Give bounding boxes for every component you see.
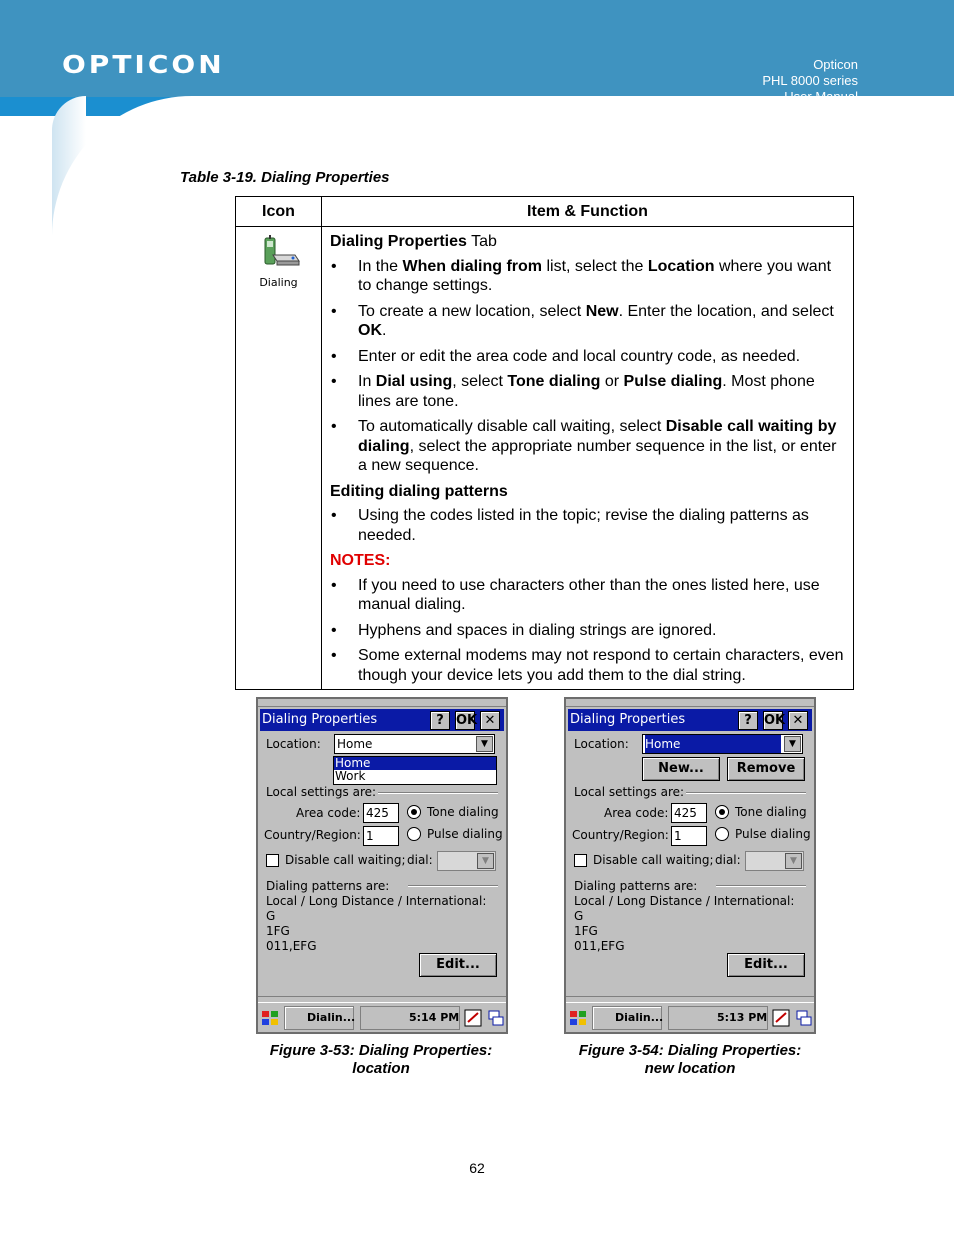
pattern-intl: 011,EFG: [574, 939, 625, 953]
header-doc-type: User Manual: [784, 89, 858, 104]
country-label: Country/Region:: [264, 828, 361, 842]
clock: 5:13 PM: [717, 1011, 768, 1024]
figure-caption-right: [540, 1042, 840, 1078]
remove-button[interactable]: Remove: [727, 757, 805, 781]
chevron-down-icon: ▼: [477, 853, 494, 869]
dialing-patterns: [266, 879, 486, 954]
pulse-dialing-label: Pulse dialing: [427, 827, 503, 841]
pattern-long: 1FG: [266, 924, 290, 938]
col-header-icon: Icon: [236, 197, 322, 227]
help-button[interactable]: ?: [430, 711, 450, 730]
chevron-down-icon[interactable]: ▼: [784, 736, 801, 752]
scrollbar[interactable]: [258, 996, 506, 1001]
edit-button[interactable]: Edit...: [419, 953, 497, 977]
window-title: Dialing Properties: [260, 709, 504, 731]
tone-dialing-radio[interactable]: [715, 805, 729, 819]
section-title-editing: Editing dialing patterns: [330, 482, 508, 500]
dial-sequence-select[interactable]: [745, 851, 804, 871]
system-tray: [668, 1006, 768, 1030]
notes-bullets: [330, 576, 845, 686]
phone-modem-icon: [255, 235, 303, 289]
section-title-tab: Dialing Properties Tab: [330, 233, 497, 250]
disable-call-waiting-label: Disable call waiting;: [285, 853, 406, 867]
list-item: • If you need to use characters other than the ones listed here, use manual dialing.: [330, 576, 845, 615]
country-input[interactable]: 1: [671, 826, 707, 846]
list-item: • In the When dialing from list, select the Location where you want to change settings.: [330, 257, 845, 296]
header-meta: [762, 57, 858, 105]
area-code-label: Area code:: [296, 806, 361, 820]
location-label: Location:: [574, 737, 629, 751]
area-code-label: Area code:: [604, 806, 669, 820]
pulse-dialing-radio[interactable]: [407, 827, 421, 841]
tone-dialing-label: Tone dialing: [735, 805, 807, 819]
window-switch-icon[interactable]: [488, 1009, 504, 1027]
clock: 5:14 PM: [409, 1011, 460, 1024]
local-settings-label: Local settings are:: [266, 785, 377, 799]
chevron-down-icon[interactable]: ▼: [476, 736, 493, 752]
location-dropdown-list: [333, 756, 497, 785]
screenshot-location: [256, 697, 508, 1034]
col-header-item: Item & Function: [322, 197, 854, 227]
list-item: • Enter or edit the area code and local country code, as needed.: [330, 347, 845, 367]
list-item: • To create a new location, select New. Enter the location, and select OK.: [330, 302, 845, 341]
help-button[interactable]: ?: [738, 711, 758, 730]
screenshot-new-location: [564, 697, 816, 1034]
ok-button[interactable]: OK: [456, 713, 478, 728]
pattern-local: G: [266, 909, 276, 923]
opticon-logo: OPTICON: [62, 49, 225, 80]
country-label: Country/Region:: [572, 828, 669, 842]
location-select[interactable]: [334, 734, 495, 754]
icon-label: Dialing: [259, 276, 298, 289]
patterns-header: Local / Long Distance / International:: [266, 894, 487, 908]
dial-label: dial:: [407, 853, 433, 867]
country-input[interactable]: 1: [363, 826, 399, 846]
patterns-label: Dialing patterns are:: [574, 879, 698, 893]
item-function-cell: [322, 227, 854, 690]
list-item: • Using the codes listed in the topic; revise the dialing patterns as needed.: [330, 506, 845, 545]
scrollbar[interactable]: [566, 996, 814, 1001]
list-item: • Hyphens and spaces in dialing strings are ignored.: [330, 621, 845, 641]
figure-caption-left: [231, 1042, 531, 1078]
dropdown-option-home[interactable]: Home: [334, 757, 496, 770]
location-value: Home: [645, 735, 781, 753]
new-button[interactable]: New...: [642, 757, 720, 781]
pulse-dialing-radio[interactable]: [715, 827, 729, 841]
tone-dialing-label: Tone dialing: [427, 805, 499, 819]
windows-start-icon[interactable]: [569, 1010, 587, 1026]
local-settings-label: Local settings are:: [574, 785, 685, 799]
figure-caption-right-line2: new location: [644, 1060, 736, 1077]
pattern-long: 1FG: [574, 924, 598, 938]
window-title: Dialing Properties: [568, 709, 812, 731]
taskbar: [258, 1002, 506, 1032]
location-select[interactable]: [642, 734, 803, 754]
figure-caption-left-line1: Figure 3-53: Dialing Properties:: [269, 1042, 493, 1059]
task-dialing-button[interactable]: [284, 1006, 354, 1030]
ok-button[interactable]: OK: [764, 713, 786, 728]
figure-caption-right-line1: Figure 3-54: Dialing Properties:: [578, 1042, 802, 1059]
taskbar: [566, 1002, 814, 1032]
keyboard-icon[interactable]: [464, 1009, 482, 1027]
pulse-dialing-label: Pulse dialing: [735, 827, 811, 841]
close-button[interactable]: ✕: [480, 711, 500, 730]
task-label: Dialin...: [615, 1011, 664, 1024]
figure-caption-left-line2: location: [352, 1060, 410, 1077]
close-button[interactable]: ✕: [788, 711, 808, 730]
dialing-patterns: [574, 879, 794, 954]
window-switch-icon[interactable]: [796, 1009, 812, 1027]
task-dialing-button[interactable]: [592, 1006, 662, 1030]
list-item: • In Dial using, select Tone dialing or Pulse dialing. Most phone lines are tone.: [330, 372, 845, 411]
location-label: Location:: [266, 737, 321, 751]
area-code-input[interactable]: 425: [671, 803, 707, 823]
editing-bullets: [330, 506, 845, 545]
table-header-row: [236, 197, 854, 227]
system-tray: [360, 1006, 460, 1030]
list-item: • To automatically disable call waiting, select Disable call waiting by dialing, select the appropriate number sequence in the list, or enter a new sequence.: [330, 417, 845, 476]
page-number: 62: [469, 1160, 485, 1176]
dialing-properties-table: [235, 196, 854, 690]
windows-start-icon[interactable]: [261, 1010, 279, 1026]
dial-sequence-select[interactable]: [437, 851, 496, 871]
dial-label: dial:: [715, 853, 741, 867]
pattern-intl: 011,EFG: [266, 939, 317, 953]
table-row: [236, 227, 854, 690]
location-value: Home: [337, 737, 373, 751]
pattern-local: G: [574, 909, 584, 923]
disable-call-waiting-checkbox[interactable]: [574, 854, 587, 867]
tab-bullets: [330, 257, 845, 476]
edit-button[interactable]: Edit...: [727, 953, 805, 977]
chevron-down-icon: ▼: [785, 853, 802, 869]
table-caption: Table 3-19. Dialing Properties: [180, 169, 390, 186]
area-code-input[interactable]: 425: [363, 803, 399, 823]
task-label: Dialin...: [307, 1011, 356, 1024]
patterns-header: Local / Long Distance / International:: [574, 894, 795, 908]
keyboard-icon[interactable]: [772, 1009, 790, 1027]
patterns-label: Dialing patterns are:: [266, 879, 390, 893]
tone-dialing-radio[interactable]: [407, 805, 421, 819]
disable-call-waiting-checkbox[interactable]: [266, 854, 279, 867]
dropdown-option-work[interactable]: Work: [335, 769, 366, 783]
list-item: • Some external modems may not respond to certain characters, even though your device lets you add them to the dial string.: [330, 646, 845, 685]
disable-call-waiting-label: Disable call waiting;: [593, 853, 714, 867]
header-company: Opticon: [813, 57, 858, 72]
header-series: PHL 8000 series: [762, 73, 858, 88]
icon-cell: [236, 227, 322, 690]
notes-heading: NOTES:: [330, 552, 391, 569]
